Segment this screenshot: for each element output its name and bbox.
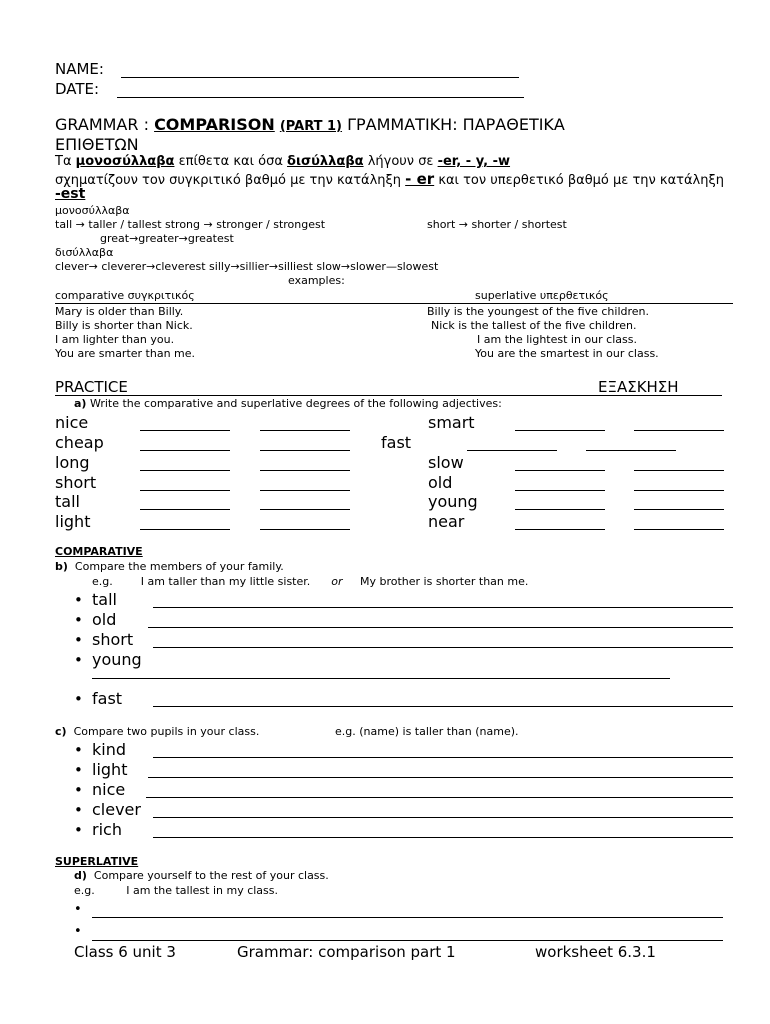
prompt-word: rich [92, 820, 122, 839]
prompt-word: clever [92, 800, 141, 819]
answer-blank[interactable] [467, 450, 557, 451]
practice-divider [55, 395, 722, 396]
answer-line[interactable] [153, 757, 733, 758]
rule-line-1: Τα μονοσύλλαβα επίθετα και όσα δισύλλαβα λήγουν σε -er, - y, -w [55, 154, 511, 169]
comp-example: Billy is shorter than Nick. [55, 319, 193, 332]
adjective-word: young [428, 492, 478, 511]
part-label: (PART 1) [279, 119, 343, 134]
bullet: • [74, 741, 83, 759]
answer-blank[interactable] [634, 509, 724, 510]
prompt-word: kind [92, 740, 127, 759]
task-c-example: e.g. (name) is taller than (name). [335, 725, 519, 738]
answer-blank[interactable] [140, 430, 230, 431]
prompt-word: light [92, 760, 128, 779]
sup-example: You are the smartest in our class. [475, 347, 659, 360]
mono-example-1: tall → taller / tallest strong → stronger / strongest [55, 218, 326, 231]
comp-example: Mary is older than Billy. [55, 305, 184, 318]
di-label: δισύλλαβα [55, 246, 114, 259]
prompt-word: tall [92, 590, 117, 609]
adjective-word: long [55, 453, 90, 472]
answer-line[interactable] [153, 647, 733, 648]
superlative-section-heading: SUPERLATIVE [55, 855, 139, 868]
sup-example: I am the lightest in our class. [477, 333, 637, 346]
task-b-instruction: b) Compare the members of your family. [55, 560, 284, 573]
adjective-word: tall [55, 492, 80, 511]
greek-title: ΓΡΑΜΜΑΤΙΚΗ: ΠΑΡΑΘΕΤΙΚΑ [347, 115, 565, 134]
answer-line[interactable] [92, 940, 723, 941]
superlative-heading: superlative υπερθετικός [475, 289, 609, 302]
comparative-heading: comparative συγκριτικός [55, 289, 195, 302]
task-d-instruction: d) Compare yourself to the rest of your class. [74, 869, 329, 882]
answer-line[interactable] [92, 678, 670, 679]
adjective-word: fast [381, 433, 412, 452]
prompt-word: old [92, 610, 117, 629]
answer-blank[interactable] [260, 450, 350, 451]
bullet: • [74, 821, 83, 839]
bullet: • [74, 690, 83, 708]
footer-class: Class 6 unit 3 [74, 943, 176, 961]
name-field[interactable] [121, 77, 519, 78]
bullet: • [74, 781, 83, 799]
sup-example: Billy is the youngest of the five children. [427, 305, 650, 318]
answer-blank[interactable] [634, 470, 724, 471]
adjective-word: short [55, 473, 97, 492]
answer-blank[interactable] [515, 470, 605, 471]
footer-grammar: Grammar: comparison part 1 [237, 943, 456, 961]
answer-line[interactable] [153, 837, 733, 838]
comp-example: You are smarter than me. [55, 347, 196, 360]
mono-example-2: short → shorter / shortest [427, 218, 567, 231]
answer-blank[interactable] [515, 529, 605, 530]
answer-blank[interactable] [515, 430, 605, 431]
comparison-label: COMPARISON [154, 115, 275, 134]
examples-label: examples: [288, 274, 345, 287]
adjective-word: nice [55, 413, 89, 432]
adjective-word: slow [428, 453, 464, 472]
task-a-instruction: a) Write the comparative and superlative degrees of the following adjectives: [74, 397, 502, 410]
bullet: • [74, 591, 83, 609]
answer-blank[interactable] [140, 450, 230, 451]
answer-blank[interactable] [515, 509, 605, 510]
divider [55, 303, 733, 304]
bullet: • [74, 902, 82, 917]
grammar-label: GRAMMAR : [55, 115, 149, 134]
task-c-instruction: c) Compare two pupils in your class. [55, 725, 260, 738]
prompt-word: young [92, 650, 142, 669]
answer-blank[interactable] [260, 470, 350, 471]
answer-blank[interactable] [140, 529, 230, 530]
adjective-word: near [428, 512, 465, 531]
answer-line[interactable] [153, 607, 733, 608]
mono-label: μονοσύλλαβα [55, 204, 130, 217]
task-b-example: e.g. I am taller than my little sister. or My brother is shorter than me. [92, 575, 529, 588]
answer-blank[interactable] [260, 509, 350, 510]
answer-blank[interactable] [634, 529, 724, 530]
rule-line-2: σχηματίζουν τον συγκριτικό βαθμό με την κατάληξη - er και τον υπερθετικό βαθμό με την κατάληξη [55, 170, 724, 188]
page-title [55, 115, 565, 134]
answer-blank[interactable] [260, 490, 350, 491]
name-label: NAME: [55, 60, 104, 78]
practice-title-greek: ΕΞΑΣΚΗΣΗ [598, 378, 679, 396]
date-field[interactable] [117, 97, 524, 98]
answer-blank[interactable] [260, 529, 350, 530]
bullet: • [74, 924, 82, 939]
bullet: • [74, 611, 83, 629]
answer-blank[interactable] [586, 450, 676, 451]
answer-blank[interactable] [515, 490, 605, 491]
answer-line[interactable] [148, 627, 733, 628]
practice-title: PRACTICE [55, 378, 128, 396]
mono-example-3: great→greater→greatest [100, 232, 234, 245]
footer-worksheet: worksheet 6.3.1 [535, 943, 656, 961]
answer-line[interactable] [153, 817, 733, 818]
bullet: • [74, 631, 83, 649]
prompt-word: fast [92, 689, 123, 708]
task-d-example: e.g. I am the tallest in my class. [74, 884, 278, 897]
bullet: • [74, 761, 83, 779]
answer-line[interactable] [153, 706, 733, 707]
adjective-word: light [55, 512, 91, 531]
answer-line[interactable] [92, 917, 723, 918]
answer-blank[interactable] [260, 430, 350, 431]
answer-blank[interactable] [634, 430, 724, 431]
answer-blank[interactable] [140, 490, 230, 491]
comparative-section-heading: COMPARATIVE [55, 545, 143, 558]
answer-line[interactable] [148, 777, 733, 778]
di-example: clever→ cleverer→cleverest silly→sillier→silliest slow→slower—slowest [55, 260, 439, 273]
adjective-word: smart [428, 413, 475, 432]
adjective-word: cheap [55, 433, 104, 452]
bullet: • [74, 651, 83, 669]
answer-blank[interactable] [140, 470, 230, 471]
greek-title-line2: ΕΠΙΘΕΤΩΝ [55, 135, 139, 154]
adjective-word: old [428, 473, 453, 492]
bullet: • [74, 801, 83, 819]
prompt-word: short [92, 630, 134, 649]
comp-example: I am lighter than you. [55, 333, 175, 346]
rule-line-3: -est [55, 186, 86, 202]
answer-blank[interactable] [634, 490, 724, 491]
answer-line[interactable] [146, 797, 733, 798]
sup-example: Nick is the tallest of the five children. [431, 319, 637, 332]
prompt-word: nice [92, 780, 126, 799]
answer-blank[interactable] [140, 509, 230, 510]
date-label: DATE: [55, 80, 100, 98]
